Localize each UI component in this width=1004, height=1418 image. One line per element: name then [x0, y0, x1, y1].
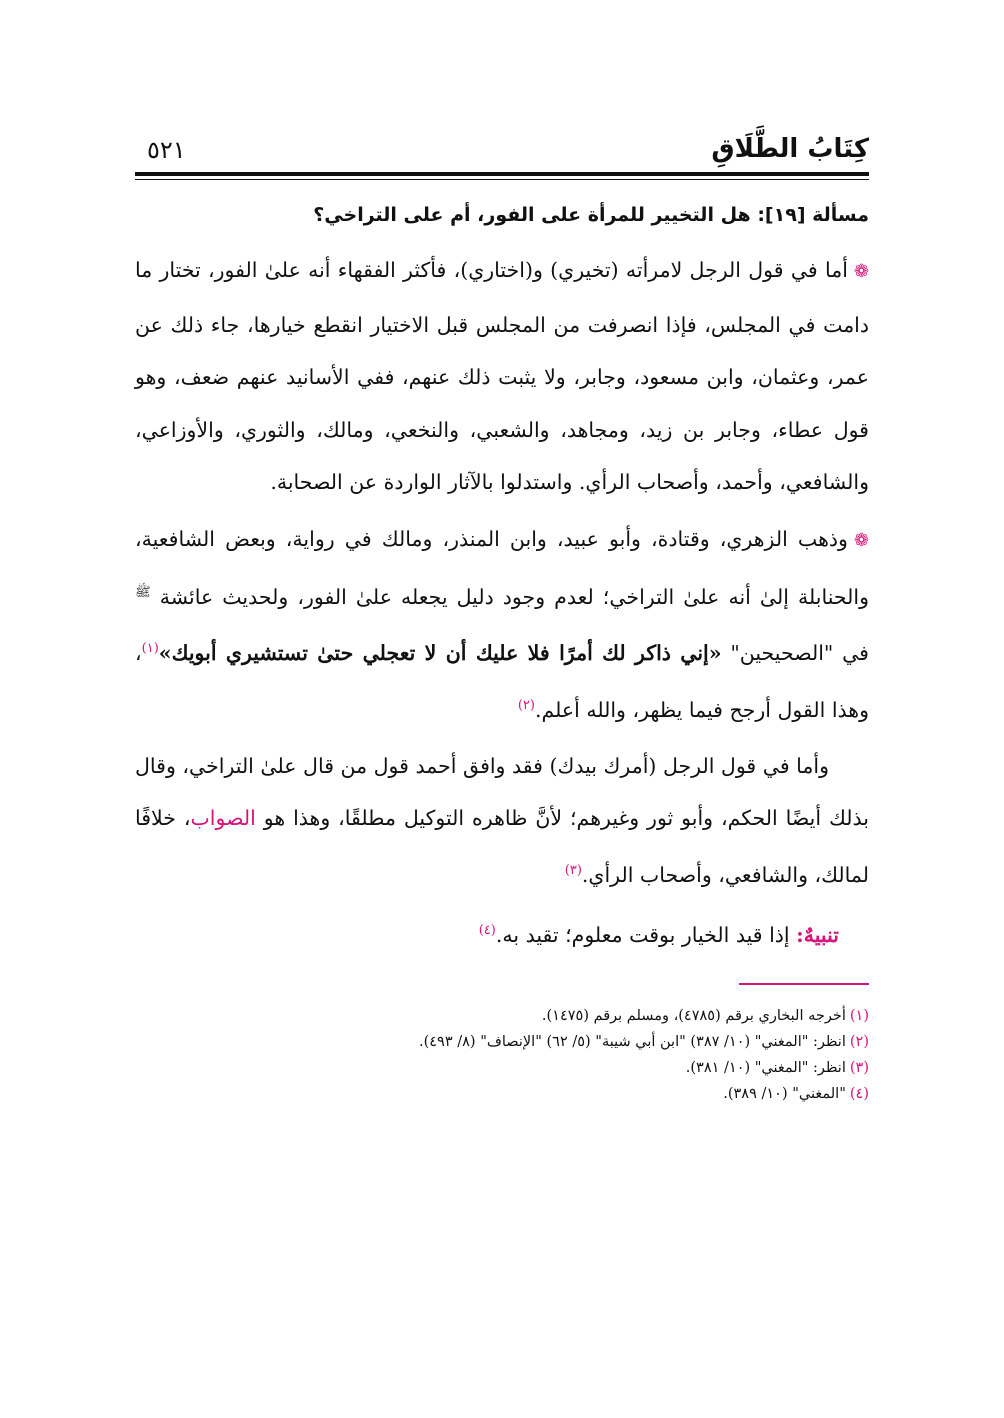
note-text: إذا قيد الخيار بوقت معلوم؛ تقيد به. — [495, 923, 790, 948]
footnote-text: أخرجه البخاري برقم (٤٧٨٥)، ومسلم برقم (١٤٧٥). — [541, 1008, 846, 1025]
paragraph-2 — [135, 513, 869, 736]
footnote-text: انظر: "المغني" (١٠/ ٣٨٧) "ابن أبي شيبة" (٥/ ٦٢) "الإنصاف" (٨/ ٤٩٣). — [418, 1034, 846, 1051]
flower-ornament-icon: ❁ — [853, 261, 869, 282]
issue-heading: مسألة [١٩]: هل التخيير للمرأة على الفور، أم على التراخي؟ — [313, 204, 869, 226]
paragraph-1 — [135, 244, 869, 509]
footnote-item — [135, 1081, 869, 1107]
paragraph-2-end: ، وهذا القول أرجح فيما يظهر، والله أعلم. — [135, 641, 869, 722]
footnotes — [135, 1003, 869, 1107]
paragraph-1-text: أما في قول الرجل لامرأته (تخيري) و(اختاري)، فأكثر الفقهاء أنه علىٰ الفور، تختار ما دامت في المجلس، فإذا انصرفت من المجلس قبل الاختيار انقطع خيارها، جاء ذلك عن عمر، وعثمان، وابن مسعود، وجابر، ولا يثبت ذلك عنهم، ففي الأسانيد عنهم ضعف، وهو قول عطاء، وجابر بن زيد، ومجاهد، والشعبي، والنخعي، ومالك، والثوري، والأوزاعي، والشافعي، وأحمد، وأصحاب الرأي. واستدلوا بالآثار الواردة عن الصحابة. — [135, 258, 869, 494]
header-rule-thin — [135, 179, 869, 180]
footnote-separator — [739, 983, 869, 985]
footnote-ref-2[interactable]: (٢) — [517, 697, 535, 713]
paragraph-3-end: ، خلافًا لمالك، والشافعي، وأصحاب الرأي. — [135, 806, 869, 887]
paragraph-2-intro: وذهب الزهري، وقتادة، وأبو عبيد، وابن المنذر، ومالك في رواية، وبعض الشافعية، والحنابلة إلىٰ أنه علىٰ التراخي؛ لعدم وجود دليل يجعله علىٰ الفور، ولحديث عائشة — [135, 526, 869, 609]
footnote-item — [135, 1029, 869, 1055]
source-mention: في "الصحيحين" — [730, 641, 869, 666]
footnote-ref-3[interactable]: (٣) — [564, 862, 582, 878]
hadith-quote: «إني ذاكر لك أمرًا فلا عليك أن لا تعجلي حتىٰ تستشيري أبويك» — [158, 641, 722, 666]
flower-ornament-icon: ❁ — [853, 529, 869, 551]
footnote-number: (١) — [849, 1008, 869, 1025]
running-header — [135, 118, 869, 162]
footnote-number: (٣) — [849, 1060, 869, 1077]
honorific-glyph: ﷺ — [135, 585, 151, 600]
footnote-text: انظر: "المغني" (١٠/ ٣٨١). — [685, 1060, 846, 1077]
note — [135, 905, 869, 961]
footnote-ref-1[interactable]: (١) — [141, 641, 159, 657]
footnote-ref-4[interactable]: (٤) — [478, 923, 496, 939]
footnote-item — [135, 1055, 869, 1081]
note-label: تنبيهٌ: — [796, 923, 839, 948]
footnote-number: (٢) — [849, 1034, 869, 1051]
page-number: ٥٢١ — [147, 136, 186, 164]
footnote-item — [135, 1003, 869, 1029]
header-rule — [135, 172, 869, 176]
paragraph-3 — [135, 740, 869, 901]
paragraph-3-text: وأما في قول الرجل (أمرك بيدك) فقد وافق أحمد قول من قال علىٰ التراخي، وقال بذلك أيضًا الحكم، وأبو ثور وغيرهم؛ لأنَّ ظاهره التوكيل مطلقًا، وهذا هو — [135, 753, 869, 831]
book-title: كِتَابُ الطَّلَاقِ — [711, 134, 869, 164]
highlighted-word: الصواب — [190, 806, 256, 831]
footnote-number: (٤) — [849, 1086, 869, 1103]
footnote-text: "المغني" (١٠/ ٣٨٩). — [723, 1086, 846, 1103]
